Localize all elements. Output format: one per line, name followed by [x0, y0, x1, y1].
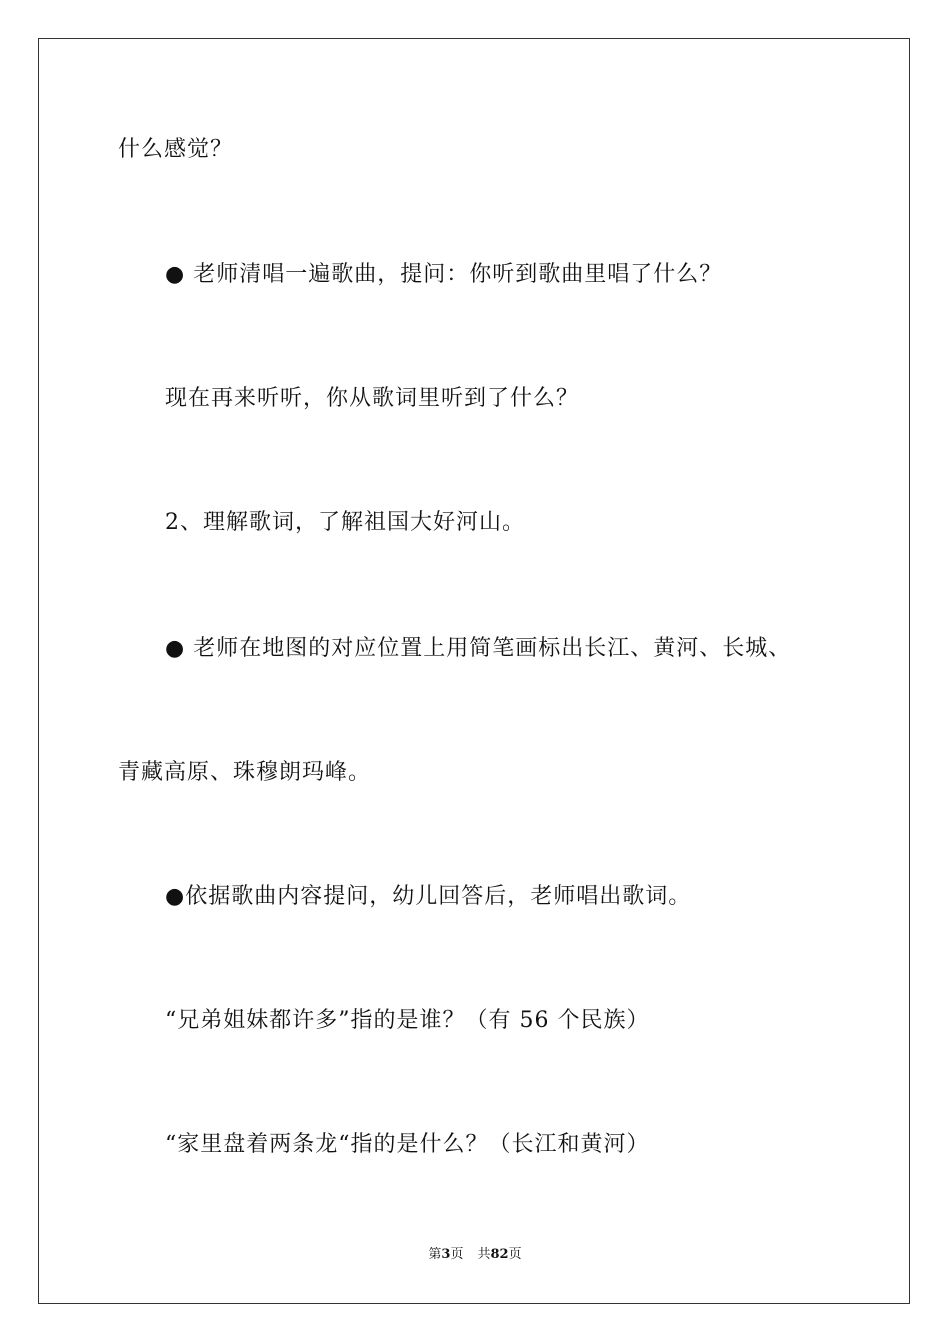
page-footer	[0, 1246, 950, 1264]
footer-page-suffix: 页	[450, 1247, 464, 1262]
paragraph-line-9: “家里盘着两条龙“指的是什么？（长江和黄河）	[165, 1132, 650, 1157]
footer-total-prefix: 共	[477, 1247, 491, 1262]
footer-prefix: 第	[428, 1247, 442, 1262]
paragraph-line-5: ● 老师在地图的对应位置上用简笔画标出长江、黄河、长城、	[165, 636, 792, 661]
footer-total-suffix: 页	[508, 1247, 522, 1262]
paragraph-line-2: ● 老师清唱一遍歌曲，提问：你听到歌曲里唱了什么？	[165, 262, 723, 287]
footer-current-page: 3	[441, 1247, 451, 1262]
paragraph-line-7: ●依据歌曲内容提问，幼儿回答后，老师唱出歌词。	[165, 884, 692, 909]
page-border	[38, 38, 910, 1304]
paragraph-line-3: 现在再来听听，你从歌词里听到了什么？	[165, 386, 580, 411]
paragraph-line-8: “兄弟姐妹都许多”指的是谁？（有 56 个民族）	[165, 1008, 650, 1033]
paragraph-line-4: 2、理解歌词，了解祖国大好河山。	[165, 510, 525, 535]
footer-total-pages: 82	[490, 1247, 509, 1262]
paragraph-line-1: 什么感觉？	[118, 137, 234, 162]
paragraph-line-6: 青藏高原、珠穆朗玛峰。	[118, 760, 372, 785]
